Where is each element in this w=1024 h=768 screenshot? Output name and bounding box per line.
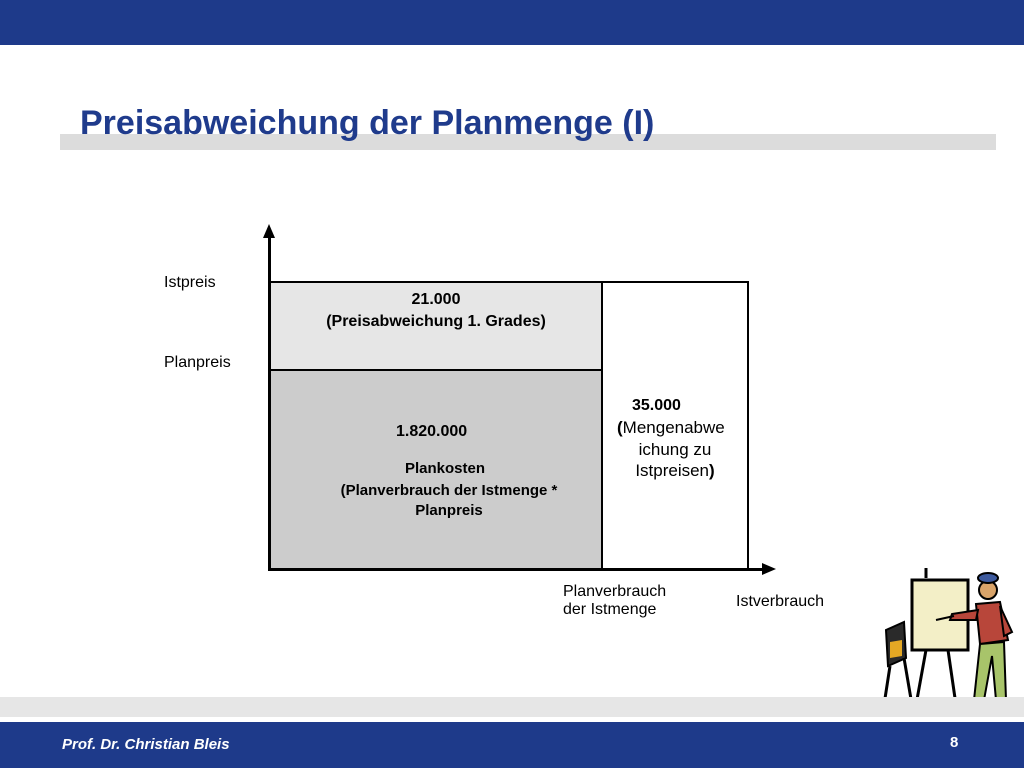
y-axis-arrow-icon: [263, 224, 275, 238]
plan-cost-label: Plankosten: [405, 460, 486, 477]
quantity-variance-line1: (Mengenabwe: [617, 418, 725, 437]
quantity-variance-value: 35.000: [632, 397, 681, 414]
page-number: 8: [950, 734, 959, 751]
x-label-planverbrauch: Planverbrauch: [563, 583, 667, 600]
plan-cost-value: 1.820.000: [396, 423, 468, 440]
footer-author: Prof. Dr. Christian Bleis: [62, 736, 230, 753]
price-variance-label: (Preisabweichung 1. Grades): [326, 313, 546, 330]
x-label-istverbrauch: Istverbrauch: [736, 593, 825, 610]
plan-cost-formula-line2: Planpreis: [415, 502, 483, 519]
y-label-planpreis: Planpreis: [164, 354, 231, 371]
slide-title: Preisabweichung der Planmenge (I): [80, 104, 655, 142]
quantity-variance-line2: ichung zu: [638, 440, 712, 459]
x-label-istmenge: der Istmenge: [563, 601, 657, 618]
price-variance-value: 21.000: [411, 291, 461, 308]
header-bar: [0, 0, 1024, 45]
painter-at-easel-clipart-icon: [876, 560, 1016, 710]
quantity-variance-line3: Istpreisen): [635, 461, 715, 480]
x-axis-arrow-icon: [762, 563, 776, 575]
plan-cost-formula-line1: (Planverbrauch der Istmenge *: [340, 482, 558, 499]
y-label-istpreis: Istpreis: [164, 274, 216, 291]
footer-stripe: [0, 697, 1024, 717]
